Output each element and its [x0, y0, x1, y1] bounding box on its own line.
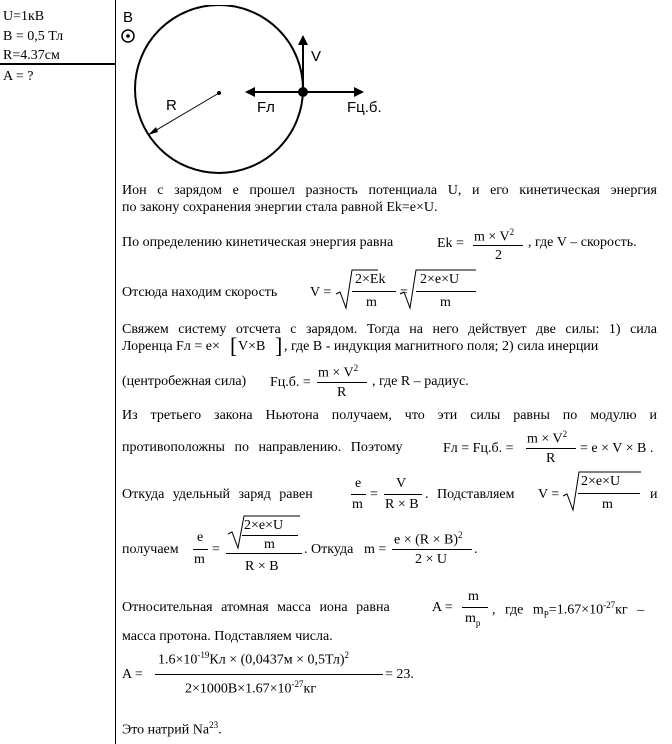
final-answer: Это натрий Na$^{23}$.	[122, 720, 222, 738]
v-lhs: V =	[310, 285, 332, 300]
a-num: m	[468, 589, 479, 604]
lorentz-bracket-left: [	[230, 333, 238, 358]
para9-where: , где $m_P=1.67\times 10^{-27}кг$ –	[492, 600, 645, 620]
lorentz-bracket-content: V×B	[238, 339, 266, 354]
velocity-arrowhead	[298, 35, 308, 45]
eq3-numerator: $m \times V^2$	[527, 429, 568, 447]
para4-tail: , где B - индукция магнитного поля; 2) сила инерции	[284, 339, 599, 354]
final-numerator: $1.6\times 10^{-19}Кл \times (0,0437м \times 0,5Тл)^2$	[158, 650, 350, 668]
a-bar	[462, 607, 488, 608]
para7-mid: . Подставляем	[425, 487, 515, 502]
para4-lorentz: Лоренца Fл = e×	[122, 339, 220, 354]
para7-text: Откуда удельный заряд равен	[122, 487, 313, 502]
para4-line1: Свяжем систему отсчета с зарядом. Тогда на него действует две силы: 1) сила	[122, 322, 657, 337]
velocity-label: V	[311, 48, 322, 65]
spec-den2: R × B	[385, 497, 419, 512]
para8-text: получаем	[122, 542, 179, 557]
given-find: A = ?	[3, 69, 34, 84]
v-den1: m	[366, 295, 377, 310]
v-eq: =	[400, 285, 408, 300]
fcb-fraction-bar	[317, 382, 367, 383]
m-fraction-bar	[392, 549, 472, 550]
spec-bar2	[384, 494, 422, 495]
res-main-bar	[226, 553, 302, 554]
ek-fraction-bar	[473, 245, 523, 246]
m-end: .	[474, 542, 478, 557]
para2-text: По определению кинетическая энергия равна	[122, 235, 394, 250]
given-radius: R=4.37см	[3, 48, 60, 63]
centrifugal-arrowhead	[354, 87, 364, 97]
eq3-lhs: Fл = Fц.б. =	[443, 441, 514, 456]
v-bar2	[416, 291, 476, 292]
eq3-rhs: = e × V × B .	[580, 441, 654, 456]
radius-arrowhead	[148, 127, 158, 135]
field-label: B	[123, 9, 134, 26]
fcb-lhs: Fц.б. =	[270, 375, 311, 390]
trajectory-diagram	[118, 5, 418, 180]
para1-line1: Ион с зарядом е прошел разность потенциала U, и его кинетическая энергия	[122, 183, 657, 198]
final-denominator: $2\times 1000В\times 1.67\times 10^{-27}кг$	[185, 679, 317, 697]
para3-text: Отсюда находим скорость	[122, 285, 278, 300]
para6-line1: Из третьего закона Ньютона получаем, что эти силы равны по модулю и	[122, 408, 657, 423]
a-lhs: A =	[432, 600, 453, 615]
m-denominator: 2 × U	[415, 552, 448, 567]
final-fraction-bar	[155, 674, 383, 675]
para5-tail: , где R – радиус.	[372, 374, 469, 389]
ek-denominator: 2	[495, 248, 502, 263]
para1-line2: по закону сохранения энергии стала равной Ek=e×U.	[122, 200, 438, 215]
spec-eq: =	[370, 487, 378, 502]
radius-label: R	[166, 97, 177, 114]
ek-lhs: Ek =	[437, 236, 464, 251]
res-bar	[193, 549, 208, 550]
para6-line2: противоположны по направлению. Поэтому	[122, 440, 403, 455]
trajectory-circle	[135, 5, 303, 173]
final-rhs: = 23.	[385, 667, 414, 682]
sub-num: 2×e×U	[581, 474, 621, 489]
para7-tail: и	[650, 487, 658, 502]
res-eq: =	[212, 542, 220, 557]
v-den2: m	[440, 295, 451, 310]
radius-line	[148, 93, 219, 135]
res-inner-bar	[242, 535, 298, 536]
lorentz-bracket-right: ]	[275, 333, 283, 358]
para5-text: (центробежная сила)	[122, 374, 247, 389]
given-divider-horizontal	[0, 64, 115, 65]
v-num2: 2×e×U	[420, 272, 460, 287]
sub-den: m	[602, 497, 613, 512]
given-divider-vertical	[115, 0, 116, 744]
m-numerator: $e \times (R \times B)^2$	[394, 530, 463, 548]
v-bar1	[352, 291, 396, 292]
fcb-numerator: $m \times V^2$	[318, 363, 359, 381]
spec-bar	[351, 494, 366, 495]
res-den2: R × B	[245, 559, 279, 574]
res-den: m	[194, 552, 205, 567]
sub-bar	[578, 493, 640, 494]
final-lhs: A =	[122, 667, 143, 682]
fcb-denominator: R	[337, 385, 347, 400]
para9-text: Относительная атомная масса иона равна	[122, 600, 390, 615]
spec-num: e	[355, 476, 362, 491]
spec-den: m	[352, 497, 363, 512]
lorentz-label: Fл	[257, 99, 275, 116]
para10-text: масса протона. Подставляем числа.	[122, 629, 333, 644]
res-inner-den: m	[264, 537, 275, 552]
eq3-denominator: R	[546, 451, 556, 466]
ek-numerator: $m \times V^2$	[474, 227, 515, 245]
given-voltage: U=1кВ	[3, 9, 45, 24]
sub-lhs: V =	[538, 487, 560, 502]
para2-tail: , где V – скорость.	[528, 235, 637, 250]
spec-num2: V	[396, 476, 407, 491]
centrifugal-label: Fц.б.	[347, 99, 382, 116]
a-den: $m_p$	[465, 611, 481, 628]
given-field: B = 0,5 Тл	[3, 29, 64, 44]
eq3-fraction-bar	[526, 448, 576, 449]
res-inner-num: 2×e×U	[244, 518, 284, 533]
v-num1: 2×Ek	[355, 272, 386, 287]
res-num: e	[197, 530, 204, 545]
m-lhs: m =	[364, 542, 387, 557]
lorentz-arrowhead	[245, 87, 255, 97]
para8-mid: . Откуда	[304, 542, 354, 557]
